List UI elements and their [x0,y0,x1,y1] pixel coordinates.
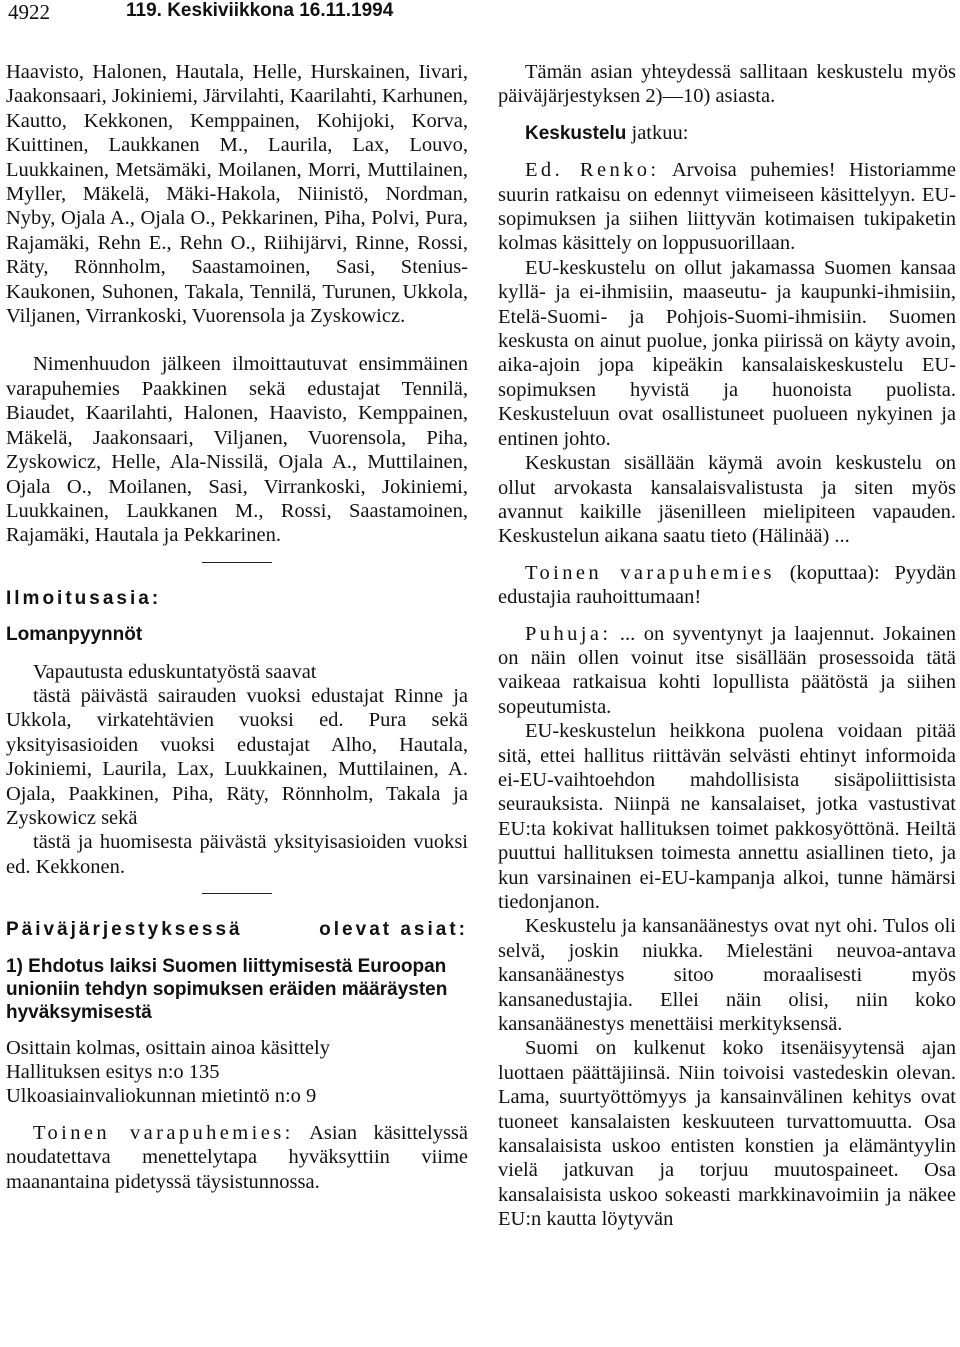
speaker-label: Toinen varapuhemies: [33,1121,294,1144]
section-divider [202,562,272,563]
page-number: 4922 [8,0,50,24]
agenda-heading-part1: Päiväjärjestyksessä [6,919,243,941]
deputy-speaker-interjection [498,561,956,610]
notice-heading: Ilmoitusasia: [6,587,162,609]
left-column [6,60,468,1194]
deputy-speaker-statement [6,1121,468,1194]
puhuja-text: ... on syventynyt ja laajennut. Jokainen on näin ollen voinut itse sisällään prosessoida tätä vaikeaa ratkaisua kohti lopullista päätöstä ja siihen sopeutumista. [498,622,956,718]
reading-stage: Osittain kolmas, osittain ainoa käsittely [6,1036,330,1059]
leave-heading: Lomanpyynnöt [6,624,143,646]
leave-intro: Vapautusta eduskuntatyöstä saavat [33,660,317,683]
leave-sick-list: tästä päivästä sairauden vuoksi edustajat Rinne ja Ukkola, virkatehtävien vuoksi ed. Pura sekä yksityisasioiden vuoksi edustajat Alho, Hautala, Jokiniemi, Laurila, Lax, Luukkainen, Muttilainen, A. Ojala, Paakkinen, Piha, Räty, Rönnholm, Takala ja Zyskowicz sekä [6,684,468,829]
deputy-label: Toinen varapuhemies [525,561,775,584]
referendum-paragraph: Keskustelu ja kansanäänestys ovat nyt ohi. Tulos oli selvä, joskin niukka. Mielestäni neuvoa-antava kansanäänestys sitoo moraalisesti myös kansanedustajia. Ellei näin olisi, niin koko kansanäänestys menettäisi merkityksensä. [498,915,956,1036]
finland-paragraph: Suomi on kulkenut koko itsenäisyytensä ajan luottaen päättäjiinsä. Niin toivoisi vastedeskin olevan. Lama, suurtyöttömyys ja kansainvälinen kehitys ovat tuoneet kansalaisten keskuuteen turvattomuutta. Osa kansalaisista uskoo entisten konstien ja elämäntyylin vielä jatkuvan ja torjuu muutospaineet. Osa kansalaisista uskoo sokeasti markkinavoimiin ja näkee EU:n kautta löytyvän [498,1037,956,1231]
speaker-text: Asian käsittelyssä noudatettava menettelytapa hyväksyttiin viime maanantaina pidetyssä täysistunnossa. [6,1121,469,1193]
session-date: 119. Keskiviikkona 16.11.1994 [126,0,394,21]
weakness-paragraph: EU-keskustelun heikkona puolena voidaan pitää sitä, ettei hallitus riittävän selvästi ehtinyt informoida ei-EU-vaihtoehdon mahdollisista sisäpoliittisista seurauksista. Niinpä ne kansalaiset, jotka vastustivat EU:ta kokivat hallituksen toimet pakkosyöttönä. Heiltä puuttui hallituksen toimesta annettu asiallinen tieto, ja kun varsinainen ei-EU-kampanja alkoi, tunne hämärsi tiedonjanon. [498,720,956,913]
continues-label: Keskustelu [525,122,627,144]
renko-label: Ed. Renko: [525,159,660,182]
discussion-continues [498,121,956,146]
renko-text: Arvoisa puhemies! Historiamme suurin ratkaisu on edennyt viimeiseen käsittelyyn. EU-sopimuksen ja siihen liittyvän kotimaisen tukipaketin kolmas käsittely on loppusuorillaan. [498,159,956,255]
right-column [498,60,956,1232]
deputy-text: (koputtaa): Pyydän edustajia rauhoittumaan! [498,561,956,609]
government-bill: Hallituksen esitys n:o 135 [6,1061,220,1083]
section-divider [202,893,272,894]
renko-speech [498,158,956,256]
agenda-heading [6,918,468,942]
internal-discussion-paragraph: Keskustan sisällään käymä avoin keskustelu on ollut arvokasta kansalaisvalistusta ja siten myös avannut kaikille jäsenilleen mielipiteen vapauden. Keskustelun aikana saatu tieto (Hälinää) ... [498,452,956,548]
page-header [8,0,952,26]
speaker-continues [498,622,956,720]
attendance-names: Haavisto, Halonen, Hautala, Helle, Hurskainen, Iivari, Jaakonsaari, Jokiniemi, Järvilahti, Kaarilahti, Karhunen, Kautto, Kekkonen, Kemppainen, Kohijoki, Korva, Kuittinen, Laukkanen M., Laurila, Lax, Louvo, Luukkainen, Metsämäki, Moilanen, Morri, Muttilainen, Myller, Mäkelä, Mäki-Hakola, Niinistö, Nordman, Nyby, Ojala A., Ojala O., Pekkarinen, Piha, Polvi, Pura, Rajamäki, Rehn E., Rehn O., Riihijärvi, Rinne, Rossi, Räty, Rönnholm, Saastamoinen, Sasi, Stenius-Kaukonen, Suhonen, Takala, Tennilä, Turunen, Ukkola, Viljanen, Virrankoski, Vuorensola ja Zyskowicz. [6,61,468,328]
agenda-heading-part2: olevat asiat: [319,919,468,941]
registration-paragraph: Nimenhuudon jälkeen ilmoittautuvat ensimmäinen varapuhemies Paakkinen sekä edustajat Tennilä, Biaudet, Kaarilahti, Halonen, Haavisto, Kemppainen, Mäkelä, Jaakonsaari, Viljanen, Vuorensola, Piha, Zyskowicz, Helle, Ala-Nissilä, Ojala A., Muttilainen, Ojala O., Moilanen, Sasi, Virrankoski, Jokiniemi, Luukkainen, Laukkanen M., Rossi, Saastamoinen, Rajamäki, Hautala ja Pekkarinen. [6,353,468,547]
leave-tomorrow: tästä ja huomisesta päivästä yksityisasioiden vuoksi ed. Kekkonen. [6,831,468,878]
continues-text: jatkuu: [631,121,689,144]
proposal-title: 1) Ehdotus laiksi Suomen liittymisestä Euroopan unioniin tehdyn sopimuksen eräiden määräysten hyväksymisestä [6,955,448,1023]
discussion-scope: Tämän asian yhteydessä sallitaan keskustelu myös päiväjärjestyksen 2)—10) asiasta. [498,61,956,108]
eu-discussion-paragraph: EU-keskustelu on ollut jakamassa Suomen kansaa kyllä- ja ei-ihmisiin, maaseutu- ja kaupunki-ihmisiin, Etelä-Suomi- ja Pohjois-Suomi-ihmisiin. Suomen keskusta on ainut puolue, jonka piirissä on käyty avoin, aika-ajoin jopa kipeäkin kansalaiskeskustelu EU-sopimuksen hyvistä ja huonoista puolista. Keskusteluun ovat osallistuneet puolueen nykyinen ja entinen johto. [498,256,956,450]
committee-report: Ulkoasiainvaliokunnan mietintö n:o 9 [6,1085,317,1108]
puhuja-label: Puhuja: [525,622,612,645]
